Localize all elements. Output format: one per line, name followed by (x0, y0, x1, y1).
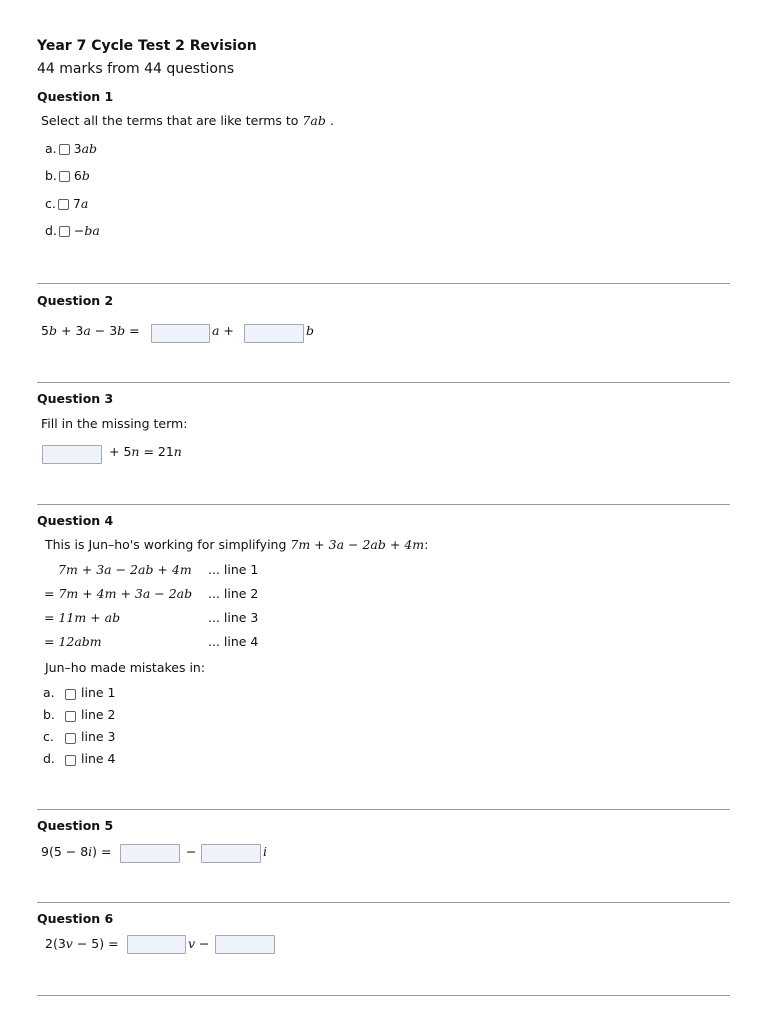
question-4-option-c-letter: c. (43, 729, 54, 744)
question-4-heading: Question 4 (37, 513, 114, 528)
option-b-checkbox[interactable] (59, 171, 70, 182)
question-4-intro: This is Jun–ho's working for simplifying 7m + 3a − 2ab + 4m: (45, 537, 429, 552)
option-a-checkbox[interactable] (59, 144, 70, 155)
divider (37, 283, 730, 284)
question-2-after-1: a + (212, 323, 234, 338)
question-5-after: i (263, 844, 267, 859)
question-5-minus: − (186, 844, 197, 859)
question-3-answer-input[interactable] (42, 445, 102, 464)
question-1-prompt: Select all the terms that are like terms to 7ab . (41, 113, 334, 128)
working-line-1-tag: ... line 1 (208, 562, 259, 577)
divider (37, 902, 730, 903)
question-5-heading: Question 5 (37, 818, 114, 833)
question-4-option-d-letter: d. (43, 751, 55, 766)
question-1-option-c: c. 7 a (45, 196, 89, 211)
option-letter: d. (45, 223, 57, 238)
question-4-mistakes-prompt: Jun–ho made mistakes in: (45, 660, 206, 675)
question-6-answer-2-input[interactable] (215, 935, 275, 954)
option-d-checkbox[interactable] (59, 226, 70, 237)
question-2-after-2: b (306, 323, 315, 338)
question-2-expression: 5b + 3a − 3b = (41, 323, 140, 338)
divider (37, 382, 730, 383)
divider (37, 995, 730, 996)
question-4-option-c-label: line 3 (81, 729, 116, 744)
working-line-2-tag: ... line 2 (208, 586, 259, 601)
question-4-option-b-checkbox[interactable] (65, 711, 76, 722)
working-line-1-expression: 7m + 3a − 2ab + 4m (58, 562, 192, 577)
working-line-3-expression: = 11m + ab (44, 610, 121, 625)
question-6-expression: 2(3v − 5) = (45, 936, 119, 951)
question-1-option-a: a. 3 ab (45, 141, 98, 156)
question-4-option-a-checkbox[interactable] (65, 689, 76, 700)
option-letter: c. (45, 196, 56, 211)
page-subtitle: 44 marks from 44 questions (37, 61, 235, 77)
question-5-answer-1-input[interactable] (120, 844, 180, 863)
question-4-option-d-checkbox[interactable] (65, 755, 76, 766)
working-line-3-tag: ... line 3 (208, 610, 259, 625)
question-4-option-b-label: line 2 (81, 707, 116, 722)
question-4-option-c-checkbox[interactable] (65, 733, 76, 744)
question-3-equation: + 5n = 21n (109, 444, 182, 459)
option-c-checkbox[interactable] (58, 199, 69, 210)
question-3-prompt: Fill in the missing term: (41, 416, 188, 431)
question-6-after: v − (188, 936, 210, 951)
question-4-option-b-letter: b. (43, 707, 55, 722)
working-line-4-expression: = 12abm (44, 634, 102, 649)
question-5-expression: 9(5 − 8i) = (41, 844, 112, 859)
question-6-answer-1-input[interactable] (127, 935, 186, 954)
divider (37, 504, 730, 505)
working-line-2-expression: = 7m + 4m + 3a − 2ab (44, 586, 193, 601)
question-5-answer-2-input[interactable] (201, 844, 261, 863)
question-4-option-a-letter: a. (43, 685, 55, 700)
working-line-4-tag: ... line 4 (208, 634, 259, 649)
page-title: Year 7 Cycle Test 2 Revision (37, 38, 257, 54)
question-2-answer-b-input[interactable] (244, 324, 304, 343)
option-letter: b. (45, 168, 57, 183)
question-4-option-a-label: line 1 (81, 685, 116, 700)
divider (37, 809, 730, 810)
question-1-option-b: b. 6 b (45, 168, 90, 183)
option-letter: a. (45, 141, 57, 156)
question-4-option-d-label: line 4 (81, 751, 116, 766)
question-2-heading: Question 2 (37, 293, 114, 308)
question-6-heading: Question 6 (37, 911, 114, 926)
question-1-heading: Question 1 (37, 89, 114, 104)
question-1-option-d: d. − ba (45, 223, 100, 238)
question-2-answer-a-input[interactable] (151, 324, 210, 343)
question-3-heading: Question 3 (37, 391, 114, 406)
